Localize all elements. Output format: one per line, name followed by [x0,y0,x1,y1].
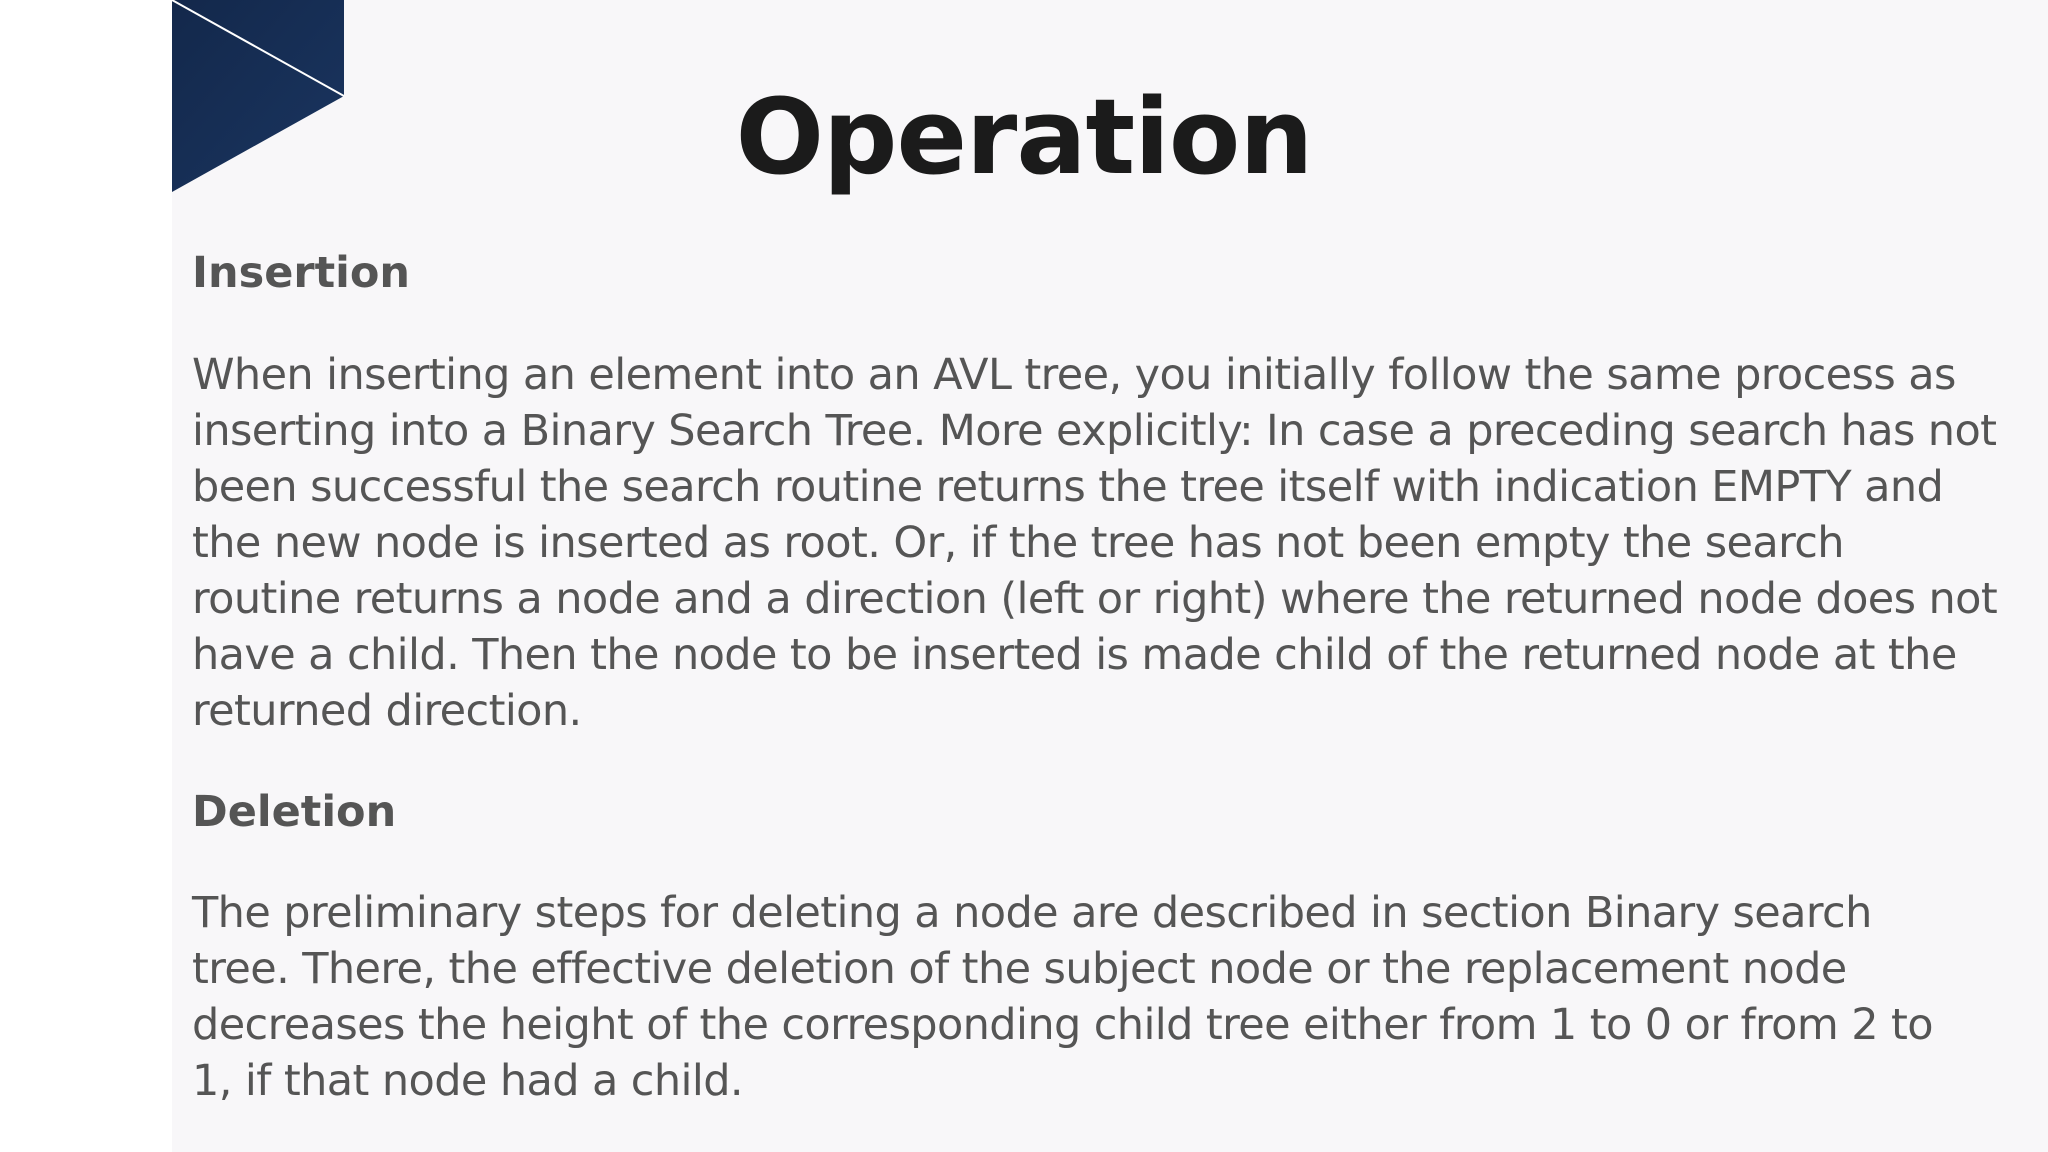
section-deletion-heading-wrap [192,787,2012,839]
section-paragraph-deletion: The preliminary steps for deleting a node are described in section Binary search tree. There, the effective deletion of the subject node or the replacement node decreases the height of the corresponding child tree either from 1 to 0 or from 2 to 1, if that node had a child. [192,888,1934,1106]
section-heading-insertion: Insertion [192,248,411,298]
section-paragraph-insertion: When inserting an element into an AVL tree, you initially follow the same process as inserting into a Binary Search Tree. More explicitly: In case a preceding search has not been successful the search routine returns the tree itself with indication EMPTY and the new node is inserted as root. Or, if the tree has not been empty the search routine returns a node and a direction (left or right) where the returned node does not have a child. Then the node to be inserted is made child of the returned node at the returned direction. [192,350,1998,736]
section-insertion-body-wrap [192,347,2002,739]
section-deletion-body-wrap [192,885,1972,1109]
section-insertion-heading-wrap [192,248,2012,300]
section-heading-deletion: Deletion [192,787,397,837]
page-title: Operation [735,76,1313,198]
